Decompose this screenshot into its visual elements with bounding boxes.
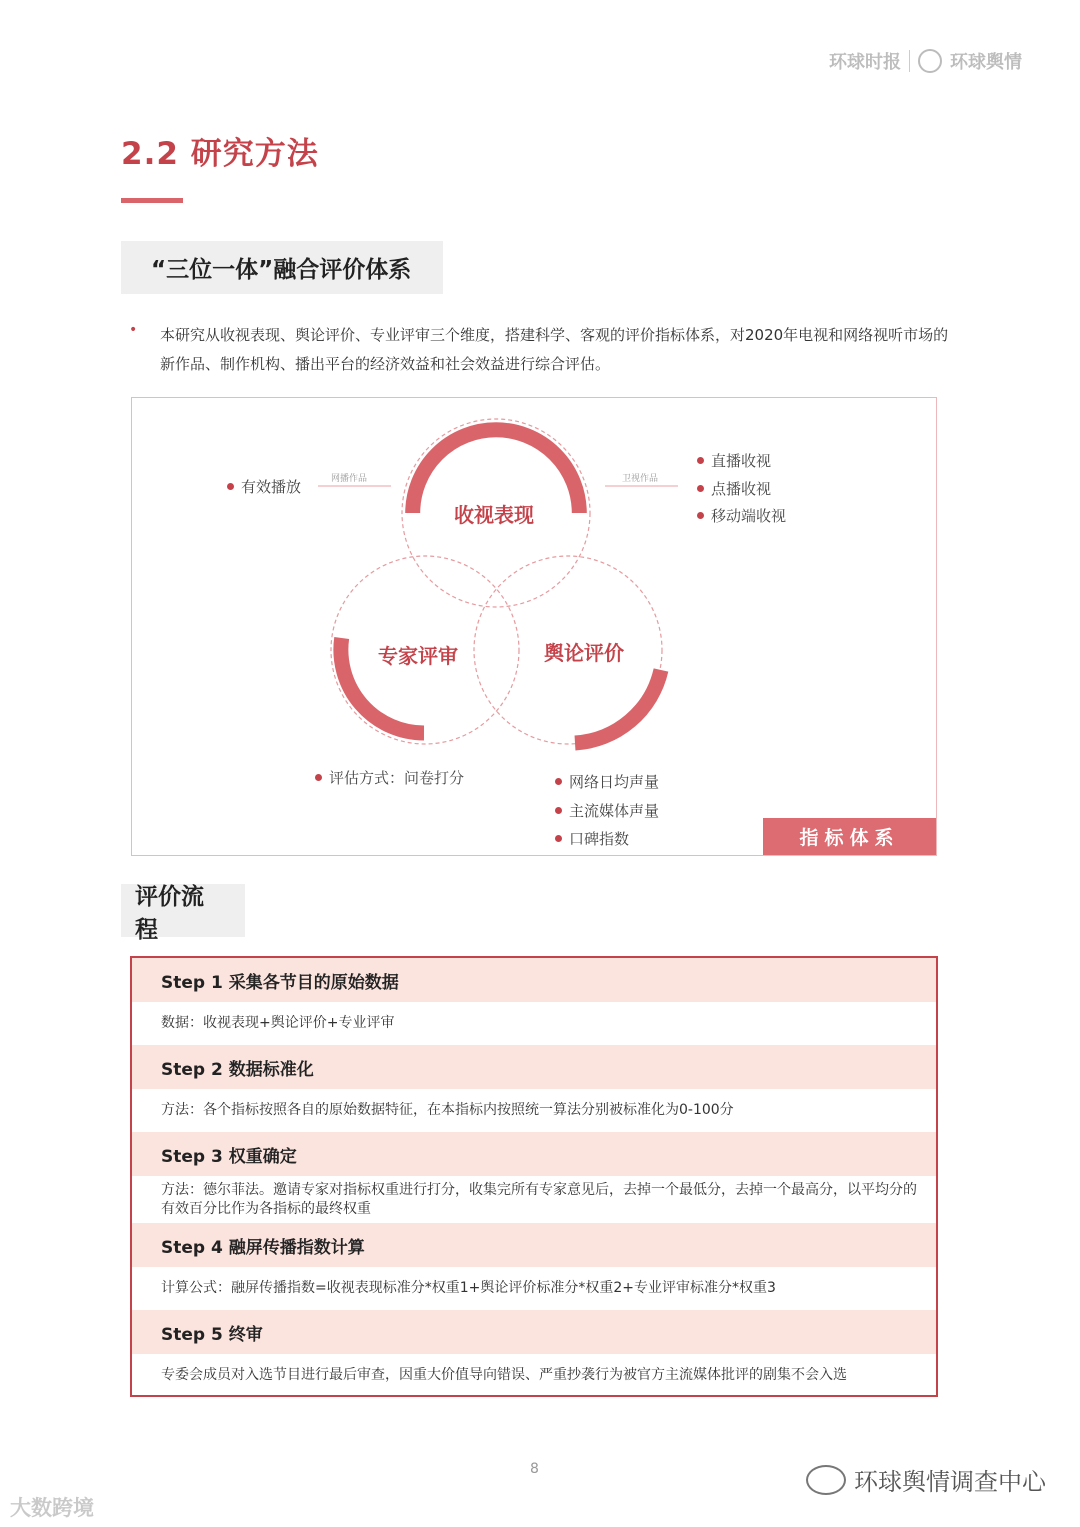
header-brand bbox=[829, 48, 1022, 74]
section-title: 2.2 研究方法 bbox=[121, 136, 319, 172]
dot-icon bbox=[555, 807, 562, 814]
subhead-process: 评价流程 bbox=[121, 884, 245, 937]
process-steps-table bbox=[130, 956, 938, 1397]
globe-logo-icon bbox=[918, 49, 942, 73]
dot-icon bbox=[697, 485, 704, 492]
label-valid-plays: 有效播放 bbox=[227, 476, 301, 497]
dot-icon bbox=[315, 774, 322, 781]
title-underline bbox=[121, 198, 183, 203]
venn-diagram bbox=[132, 398, 938, 857]
index-system-diagram bbox=[131, 397, 937, 856]
watermark: 大数跨境 bbox=[10, 1496, 94, 1520]
dot-icon bbox=[697, 457, 704, 464]
step-5-header: Step 5 终审 bbox=[132, 1310, 936, 1354]
step-4-header: Step 4 融屏传播指数计算 bbox=[132, 1223, 936, 1267]
dot-icon bbox=[555, 835, 562, 842]
footer-brand bbox=[806, 1462, 1046, 1497]
circle-title-viewing: 收视表现 bbox=[454, 503, 534, 527]
circle-title-expert: 专家评审 bbox=[378, 644, 458, 668]
step-3-body: 方法：德尔菲法。邀请专家对指标权重进行打分，收集完所有专家意见后，去掉一个最低分，去掉一个最高分，以平均分的有效百分比作为各指标的最终权重 bbox=[161, 1181, 917, 1217]
page-number: 8 bbox=[530, 1461, 539, 1477]
footer-brand-text: 环球舆情调查中心 bbox=[854, 1468, 1046, 1496]
brand-left: 环球时报 bbox=[829, 52, 901, 73]
step-4-body: 计算公式：融屏传播指数=收视表现标准分*权重1+舆论评价标准分*权重2+专业评审标准分*权重3 bbox=[161, 1280, 776, 1296]
dot-icon bbox=[227, 483, 234, 490]
dot-icon bbox=[697, 512, 704, 519]
dot-icon bbox=[555, 778, 562, 785]
label-daily-volume: 网络日均声量 bbox=[555, 771, 659, 792]
label-media-volume: 主流媒体声量 bbox=[555, 800, 659, 821]
subhead-evaluation-system: “三位一体”融合评价体系 bbox=[121, 241, 443, 294]
wechat-icon bbox=[806, 1465, 846, 1495]
label-questionnaire: 评估方式：问卷打分 bbox=[315, 767, 464, 788]
brand-right: 环球舆情 bbox=[950, 52, 1022, 73]
step-2-body: 方法：各个指标按照各自的原始数据特征，在本指标内按照统一算法分别被标准化为0-100分 bbox=[161, 1102, 734, 1118]
bullet-icon: • bbox=[129, 322, 138, 338]
step-1-body: 数据：收视表现+舆论评价+专业评审 bbox=[161, 1015, 395, 1031]
tag-online-works: 网播作品 bbox=[331, 474, 368, 484]
right-arc bbox=[575, 670, 661, 743]
step-3-header: Step 3 权重确定 bbox=[132, 1132, 936, 1176]
tag-tv-works: 卫视作品 bbox=[622, 474, 659, 484]
circle-title-opinion: 舆论评价 bbox=[544, 641, 624, 665]
label-vod-ratings: 点播收视 bbox=[697, 478, 771, 499]
brand-separator bbox=[909, 50, 910, 72]
step-5-body: 专委会成员对入选节目进行最后审查，因重大价值导向错误、严重抄袭行为被官方主流媒体批评的剧集不会入选 bbox=[161, 1367, 847, 1383]
label-mobile-ratings: 移动端收视 bbox=[697, 505, 786, 526]
index-system-badge: 指标体系 bbox=[763, 818, 936, 855]
label-live-ratings: 直播收视 bbox=[697, 450, 771, 471]
step-2-header: Step 2 数据标准化 bbox=[132, 1045, 936, 1089]
intro-paragraph: 本研究从收视表现、舆论评价、专业评审三个维度，搭建科学、客观的评价指标体系，对2020年电视和网络视听市场的新作品、制作机构、播出平台的经济效益和社会效益进行综合评估。 bbox=[160, 326, 949, 373]
step-1-header: Step 1 采集各节目的原始数据 bbox=[132, 958, 936, 1002]
label-reputation-index: 口碑指数 bbox=[555, 828, 629, 849]
